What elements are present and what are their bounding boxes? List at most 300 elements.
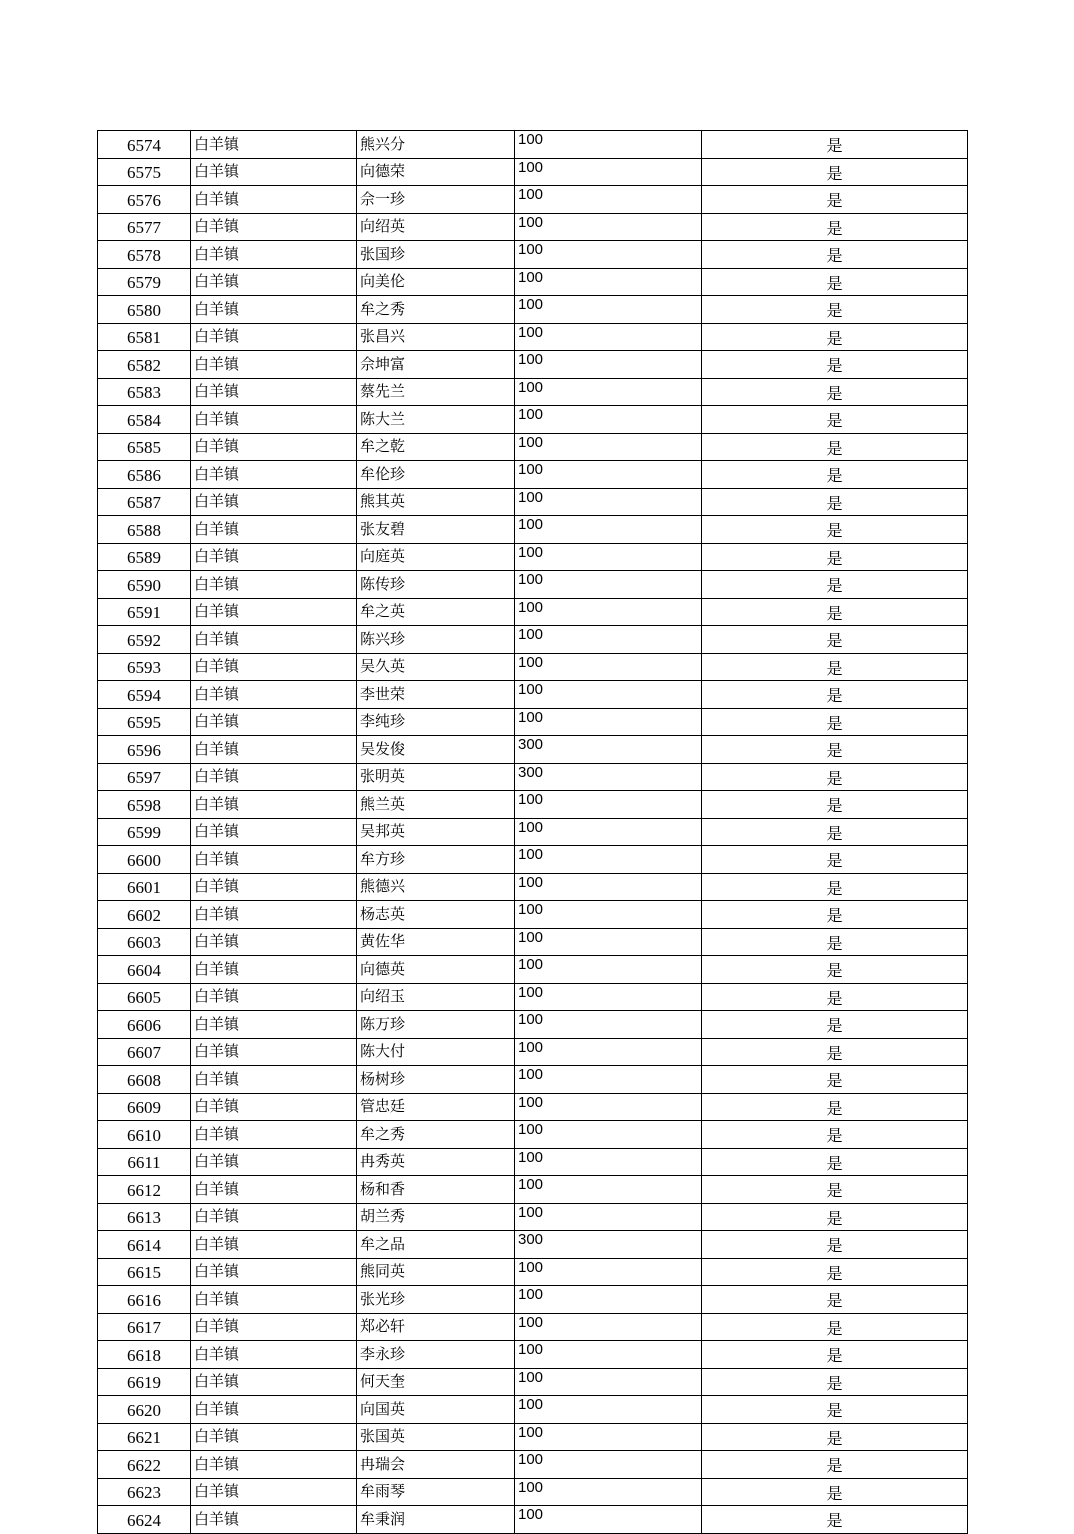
person-name-cell: 陈万珍 <box>357 1011 515 1039</box>
status-cell: 是 <box>702 873 968 901</box>
row-number-cell: 6582 <box>98 351 191 379</box>
town-cell: 白羊镇 <box>191 598 357 626</box>
status-cell: 是 <box>702 1478 968 1506</box>
person-name-cell: 冉瑞会 <box>357 1451 515 1479</box>
row-number-cell: 6612 <box>98 1176 191 1204</box>
status-cell: 是 <box>702 1231 968 1259</box>
table-row <box>98 653 968 681</box>
town-cell: 白羊镇 <box>191 461 357 489</box>
town-cell: 白羊镇 <box>191 1313 357 1341</box>
table-row <box>98 1478 968 1506</box>
row-number-cell: 6588 <box>98 516 191 544</box>
amount-cell: 100 <box>515 1478 702 1506</box>
amount-cell: 100 <box>515 1038 702 1066</box>
amount-cell: 100 <box>515 708 702 736</box>
row-number-cell: 6619 <box>98 1368 191 1396</box>
row-number-cell: 6575 <box>98 158 191 186</box>
amount-cell: 100 <box>515 1506 702 1534</box>
row-number-cell: 6608 <box>98 1066 191 1094</box>
person-name-cell: 李纯珍 <box>357 708 515 736</box>
town-cell: 白羊镇 <box>191 791 357 819</box>
row-number-cell: 6615 <box>98 1258 191 1286</box>
person-name-cell: 牟之秀 <box>357 1121 515 1149</box>
status-cell: 是 <box>702 1176 968 1204</box>
person-name-cell: 张光珍 <box>357 1286 515 1314</box>
amount-cell: 100 <box>515 983 702 1011</box>
town-cell: 白羊镇 <box>191 1231 357 1259</box>
status-cell: 是 <box>702 681 968 709</box>
amount-cell: 100 <box>515 461 702 489</box>
person-name-cell: 牟方珍 <box>357 846 515 874</box>
row-number-cell: 6581 <box>98 323 191 351</box>
table-row <box>98 1121 968 1149</box>
row-number-cell: 6590 <box>98 571 191 599</box>
table-row <box>98 983 968 1011</box>
status-cell: 是 <box>702 1148 968 1176</box>
town-cell: 白羊镇 <box>191 846 357 874</box>
status-cell: 是 <box>702 1203 968 1231</box>
person-name-cell: 杨志英 <box>357 901 515 929</box>
status-cell: 是 <box>702 1121 968 1149</box>
table-row <box>98 516 968 544</box>
town-cell: 白羊镇 <box>191 543 357 571</box>
status-cell: 是 <box>702 241 968 269</box>
table-row <box>98 323 968 351</box>
amount-cell: 100 <box>515 1176 702 1204</box>
person-name-cell: 吴久英 <box>357 653 515 681</box>
amount-cell: 100 <box>515 571 702 599</box>
amount-cell: 100 <box>515 1451 702 1479</box>
amount-cell: 100 <box>515 1423 702 1451</box>
row-number-cell: 6594 <box>98 681 191 709</box>
amount-cell: 100 <box>515 1121 702 1149</box>
person-name-cell: 郑必轩 <box>357 1313 515 1341</box>
town-cell: 白羊镇 <box>191 818 357 846</box>
row-number-cell: 6606 <box>98 1011 191 1039</box>
row-number-cell: 6592 <box>98 626 191 654</box>
town-cell: 白羊镇 <box>191 1478 357 1506</box>
town-cell: 白羊镇 <box>191 241 357 269</box>
table-row <box>98 1286 968 1314</box>
town-cell: 白羊镇 <box>191 378 357 406</box>
table-row <box>98 1451 968 1479</box>
status-cell: 是 <box>702 736 968 764</box>
table-row <box>98 1396 968 1424</box>
person-name-cell: 熊同英 <box>357 1258 515 1286</box>
table-row <box>98 461 968 489</box>
amount-cell: 100 <box>515 598 702 626</box>
town-cell: 白羊镇 <box>191 296 357 324</box>
status-cell: 是 <box>702 1341 968 1369</box>
person-name-cell: 胡兰秀 <box>357 1203 515 1231</box>
town-cell: 白羊镇 <box>191 1176 357 1204</box>
town-cell: 白羊镇 <box>191 983 357 1011</box>
person-name-cell: 熊德兴 <box>357 873 515 901</box>
status-cell: 是 <box>702 158 968 186</box>
status-cell: 是 <box>702 1451 968 1479</box>
person-name-cell: 李世荣 <box>357 681 515 709</box>
table-row <box>98 763 968 791</box>
town-cell: 白羊镇 <box>191 1066 357 1094</box>
amount-cell: 100 <box>515 901 702 929</box>
row-number-cell: 6601 <box>98 873 191 901</box>
town-cell: 白羊镇 <box>191 433 357 461</box>
status-cell: 是 <box>702 598 968 626</box>
person-name-cell: 黄佐华 <box>357 928 515 956</box>
amount-cell: 100 <box>515 378 702 406</box>
data-table <box>97 130 968 1534</box>
row-number-cell: 6599 <box>98 818 191 846</box>
town-cell: 白羊镇 <box>191 1423 357 1451</box>
status-cell: 是 <box>702 461 968 489</box>
person-name-cell: 熊兴分 <box>357 131 515 159</box>
row-number-cell: 6577 <box>98 213 191 241</box>
person-name-cell: 管忠廷 <box>357 1093 515 1121</box>
status-cell: 是 <box>702 296 968 324</box>
row-number-cell: 6589 <box>98 543 191 571</box>
status-cell: 是 <box>702 351 968 379</box>
amount-cell: 100 <box>515 488 702 516</box>
town-cell: 白羊镇 <box>191 1396 357 1424</box>
status-cell: 是 <box>702 1423 968 1451</box>
status-cell: 是 <box>702 433 968 461</box>
row-number-cell: 6624 <box>98 1506 191 1534</box>
status-cell: 是 <box>702 571 968 599</box>
person-name-cell: 杨树珍 <box>357 1066 515 1094</box>
amount-cell: 100 <box>515 846 702 874</box>
amount-cell: 100 <box>515 1011 702 1039</box>
amount-cell: 100 <box>515 433 702 461</box>
town-cell: 白羊镇 <box>191 1286 357 1314</box>
row-number-cell: 6609 <box>98 1093 191 1121</box>
row-number-cell: 6593 <box>98 653 191 681</box>
town-cell: 白羊镇 <box>191 653 357 681</box>
town-cell: 白羊镇 <box>191 873 357 901</box>
town-cell: 白羊镇 <box>191 131 357 159</box>
row-number-cell: 6578 <box>98 241 191 269</box>
person-name-cell: 蔡先兰 <box>357 378 515 406</box>
town-cell: 白羊镇 <box>191 1011 357 1039</box>
town-cell: 白羊镇 <box>191 406 357 434</box>
status-cell: 是 <box>702 1396 968 1424</box>
amount-cell: 100 <box>515 186 702 214</box>
person-name-cell: 向绍玉 <box>357 983 515 1011</box>
town-cell: 白羊镇 <box>191 956 357 984</box>
row-number-cell: 6622 <box>98 1451 191 1479</box>
amount-cell: 100 <box>515 873 702 901</box>
town-cell: 白羊镇 <box>191 1341 357 1369</box>
status-cell: 是 <box>702 763 968 791</box>
status-cell: 是 <box>702 378 968 406</box>
row-number-cell: 6603 <box>98 928 191 956</box>
amount-cell: 100 <box>515 1368 702 1396</box>
town-cell: 白羊镇 <box>191 928 357 956</box>
status-cell: 是 <box>702 1258 968 1286</box>
table-row <box>98 1313 968 1341</box>
person-name-cell: 陈大付 <box>357 1038 515 1066</box>
table-row <box>98 708 968 736</box>
person-name-cell: 牟伦珍 <box>357 461 515 489</box>
table-row <box>98 1231 968 1259</box>
status-cell: 是 <box>702 901 968 929</box>
status-cell: 是 <box>702 1368 968 1396</box>
table-row <box>98 241 968 269</box>
town-cell: 白羊镇 <box>191 1121 357 1149</box>
amount-cell: 100 <box>515 1148 702 1176</box>
person-name-cell: 牟秉润 <box>357 1506 515 1534</box>
town-cell: 白羊镇 <box>191 1203 357 1231</box>
town-cell: 白羊镇 <box>191 1258 357 1286</box>
row-number-cell: 6605 <box>98 983 191 1011</box>
table-row <box>98 433 968 461</box>
status-cell: 是 <box>702 626 968 654</box>
row-number-cell: 6586 <box>98 461 191 489</box>
amount-cell: 100 <box>515 1313 702 1341</box>
person-name-cell: 吴发俊 <box>357 736 515 764</box>
table-row <box>98 1093 968 1121</box>
table-row <box>98 158 968 186</box>
table-row <box>98 1258 968 1286</box>
row-number-cell: 6580 <box>98 296 191 324</box>
row-number-cell: 6584 <box>98 406 191 434</box>
person-name-cell: 杨和香 <box>357 1176 515 1204</box>
person-name-cell: 熊其英 <box>357 488 515 516</box>
town-cell: 白羊镇 <box>191 708 357 736</box>
person-name-cell: 向美伦 <box>357 268 515 296</box>
town-cell: 白羊镇 <box>191 351 357 379</box>
amount-cell: 100 <box>515 1341 702 1369</box>
status-cell: 是 <box>702 213 968 241</box>
amount-cell: 100 <box>515 241 702 269</box>
row-number-cell: 6591 <box>98 598 191 626</box>
table-row <box>98 681 968 709</box>
person-name-cell: 牟之英 <box>357 598 515 626</box>
person-name-cell: 冉秀英 <box>357 1148 515 1176</box>
town-cell: 白羊镇 <box>191 1093 357 1121</box>
table-row <box>98 1011 968 1039</box>
row-number-cell: 6611 <box>98 1148 191 1176</box>
town-cell: 白羊镇 <box>191 516 357 544</box>
status-cell: 是 <box>702 268 968 296</box>
table-row <box>98 818 968 846</box>
table-row <box>98 296 968 324</box>
status-cell: 是 <box>702 1506 968 1534</box>
status-cell: 是 <box>702 131 968 159</box>
person-name-cell: 陈大兰 <box>357 406 515 434</box>
town-cell: 白羊镇 <box>191 323 357 351</box>
amount-cell: 100 <box>515 653 702 681</box>
row-number-cell: 6583 <box>98 378 191 406</box>
person-name-cell: 佘坤富 <box>357 351 515 379</box>
person-name-cell: 何天奎 <box>357 1368 515 1396</box>
town-cell: 白羊镇 <box>191 158 357 186</box>
town-cell: 白羊镇 <box>191 268 357 296</box>
person-name-cell: 李永珍 <box>357 1341 515 1369</box>
row-number-cell: 6595 <box>98 708 191 736</box>
table-row <box>98 131 968 159</box>
person-name-cell: 张国英 <box>357 1423 515 1451</box>
status-cell: 是 <box>702 791 968 819</box>
amount-cell: 100 <box>515 158 702 186</box>
amount-cell: 100 <box>515 323 702 351</box>
person-name-cell: 熊兰英 <box>357 791 515 819</box>
town-cell: 白羊镇 <box>191 901 357 929</box>
town-cell: 白羊镇 <box>191 186 357 214</box>
status-cell: 是 <box>702 846 968 874</box>
row-number-cell: 6597 <box>98 763 191 791</box>
status-cell: 是 <box>702 1093 968 1121</box>
status-cell: 是 <box>702 708 968 736</box>
amount-cell: 100 <box>515 956 702 984</box>
row-number-cell: 6616 <box>98 1286 191 1314</box>
row-number-cell: 6579 <box>98 268 191 296</box>
town-cell: 白羊镇 <box>191 736 357 764</box>
person-name-cell: 向绍英 <box>357 213 515 241</box>
amount-cell: 100 <box>515 1203 702 1231</box>
amount-cell: 100 <box>515 928 702 956</box>
table-row <box>98 378 968 406</box>
table-row <box>98 956 968 984</box>
table-row <box>98 1423 968 1451</box>
row-number-cell: 6602 <box>98 901 191 929</box>
town-cell: 白羊镇 <box>191 626 357 654</box>
town-cell: 白羊镇 <box>191 213 357 241</box>
table-row <box>98 928 968 956</box>
row-number-cell: 6617 <box>98 1313 191 1341</box>
amount-cell: 100 <box>515 351 702 379</box>
amount-cell: 100 <box>515 406 702 434</box>
status-cell: 是 <box>702 1038 968 1066</box>
town-cell: 白羊镇 <box>191 1506 357 1534</box>
table-body <box>98 131 968 1534</box>
table-row <box>98 873 968 901</box>
person-name-cell: 吴邦英 <box>357 818 515 846</box>
person-name-cell: 牟之秀 <box>357 296 515 324</box>
table-row <box>98 1506 968 1534</box>
amount-cell: 100 <box>515 818 702 846</box>
status-cell: 是 <box>702 928 968 956</box>
table-row <box>98 791 968 819</box>
status-cell: 是 <box>702 1011 968 1039</box>
row-number-cell: 6623 <box>98 1478 191 1506</box>
status-cell: 是 <box>702 543 968 571</box>
person-name-cell: 张友碧 <box>357 516 515 544</box>
row-number-cell: 6613 <box>98 1203 191 1231</box>
status-cell: 是 <box>702 983 968 1011</box>
person-name-cell: 陈兴珍 <box>357 626 515 654</box>
amount-cell: 100 <box>515 1396 702 1424</box>
town-cell: 白羊镇 <box>191 1038 357 1066</box>
person-name-cell: 佘一珍 <box>357 186 515 214</box>
amount-cell: 300 <box>515 763 702 791</box>
person-name-cell: 张昌兴 <box>357 323 515 351</box>
town-cell: 白羊镇 <box>191 763 357 791</box>
table-row <box>98 626 968 654</box>
table-row <box>98 1176 968 1204</box>
row-number-cell: 6596 <box>98 736 191 764</box>
row-number-cell: 6600 <box>98 846 191 874</box>
status-cell: 是 <box>702 516 968 544</box>
amount-cell: 300 <box>515 1231 702 1259</box>
person-name-cell: 张明英 <box>357 763 515 791</box>
person-name-cell: 牟之品 <box>357 1231 515 1259</box>
status-cell: 是 <box>702 488 968 516</box>
table-row <box>98 351 968 379</box>
amount-cell: 100 <box>515 1286 702 1314</box>
amount-cell: 100 <box>515 131 702 159</box>
row-number-cell: 6587 <box>98 488 191 516</box>
status-cell: 是 <box>702 818 968 846</box>
status-cell: 是 <box>702 1066 968 1094</box>
amount-cell: 100 <box>515 626 702 654</box>
person-name-cell: 牟之乾 <box>357 433 515 461</box>
status-cell: 是 <box>702 186 968 214</box>
town-cell: 白羊镇 <box>191 1451 357 1479</box>
person-name-cell: 向国英 <box>357 1396 515 1424</box>
town-cell: 白羊镇 <box>191 1368 357 1396</box>
amount-cell: 100 <box>515 296 702 324</box>
amount-cell: 100 <box>515 1093 702 1121</box>
status-cell: 是 <box>702 1313 968 1341</box>
table-row <box>98 901 968 929</box>
status-cell: 是 <box>702 406 968 434</box>
table-row <box>98 1341 968 1369</box>
row-number-cell: 6614 <box>98 1231 191 1259</box>
table-row <box>98 213 968 241</box>
person-name-cell: 向德英 <box>357 956 515 984</box>
amount-cell: 100 <box>515 1258 702 1286</box>
person-name-cell: 张国珍 <box>357 241 515 269</box>
row-number-cell: 6585 <box>98 433 191 461</box>
table-row <box>98 598 968 626</box>
amount-cell: 100 <box>515 268 702 296</box>
person-name-cell: 陈传珍 <box>357 571 515 599</box>
table-row <box>98 186 968 214</box>
table-row <box>98 1148 968 1176</box>
table-row <box>98 571 968 599</box>
town-cell: 白羊镇 <box>191 571 357 599</box>
amount-cell: 300 <box>515 736 702 764</box>
person-name-cell: 牟雨琴 <box>357 1478 515 1506</box>
amount-cell: 100 <box>515 791 702 819</box>
table-row <box>98 1038 968 1066</box>
row-number-cell: 6607 <box>98 1038 191 1066</box>
row-number-cell: 6618 <box>98 1341 191 1369</box>
amount-cell: 100 <box>515 213 702 241</box>
row-number-cell: 6604 <box>98 956 191 984</box>
row-number-cell: 6576 <box>98 186 191 214</box>
amount-cell: 100 <box>515 516 702 544</box>
table-row <box>98 846 968 874</box>
table-row <box>98 406 968 434</box>
row-number-cell: 6610 <box>98 1121 191 1149</box>
amount-cell: 100 <box>515 681 702 709</box>
status-cell: 是 <box>702 323 968 351</box>
person-name-cell: 向德荣 <box>357 158 515 186</box>
table-row <box>98 268 968 296</box>
table-row <box>98 1203 968 1231</box>
table-row <box>98 736 968 764</box>
amount-cell: 100 <box>515 1066 702 1094</box>
town-cell: 白羊镇 <box>191 1148 357 1176</box>
person-name-cell: 向庭英 <box>357 543 515 571</box>
table-row <box>98 488 968 516</box>
row-number-cell: 6621 <box>98 1423 191 1451</box>
row-number-cell: 6620 <box>98 1396 191 1424</box>
status-cell: 是 <box>702 1286 968 1314</box>
amount-cell: 100 <box>515 543 702 571</box>
table-row <box>98 543 968 571</box>
